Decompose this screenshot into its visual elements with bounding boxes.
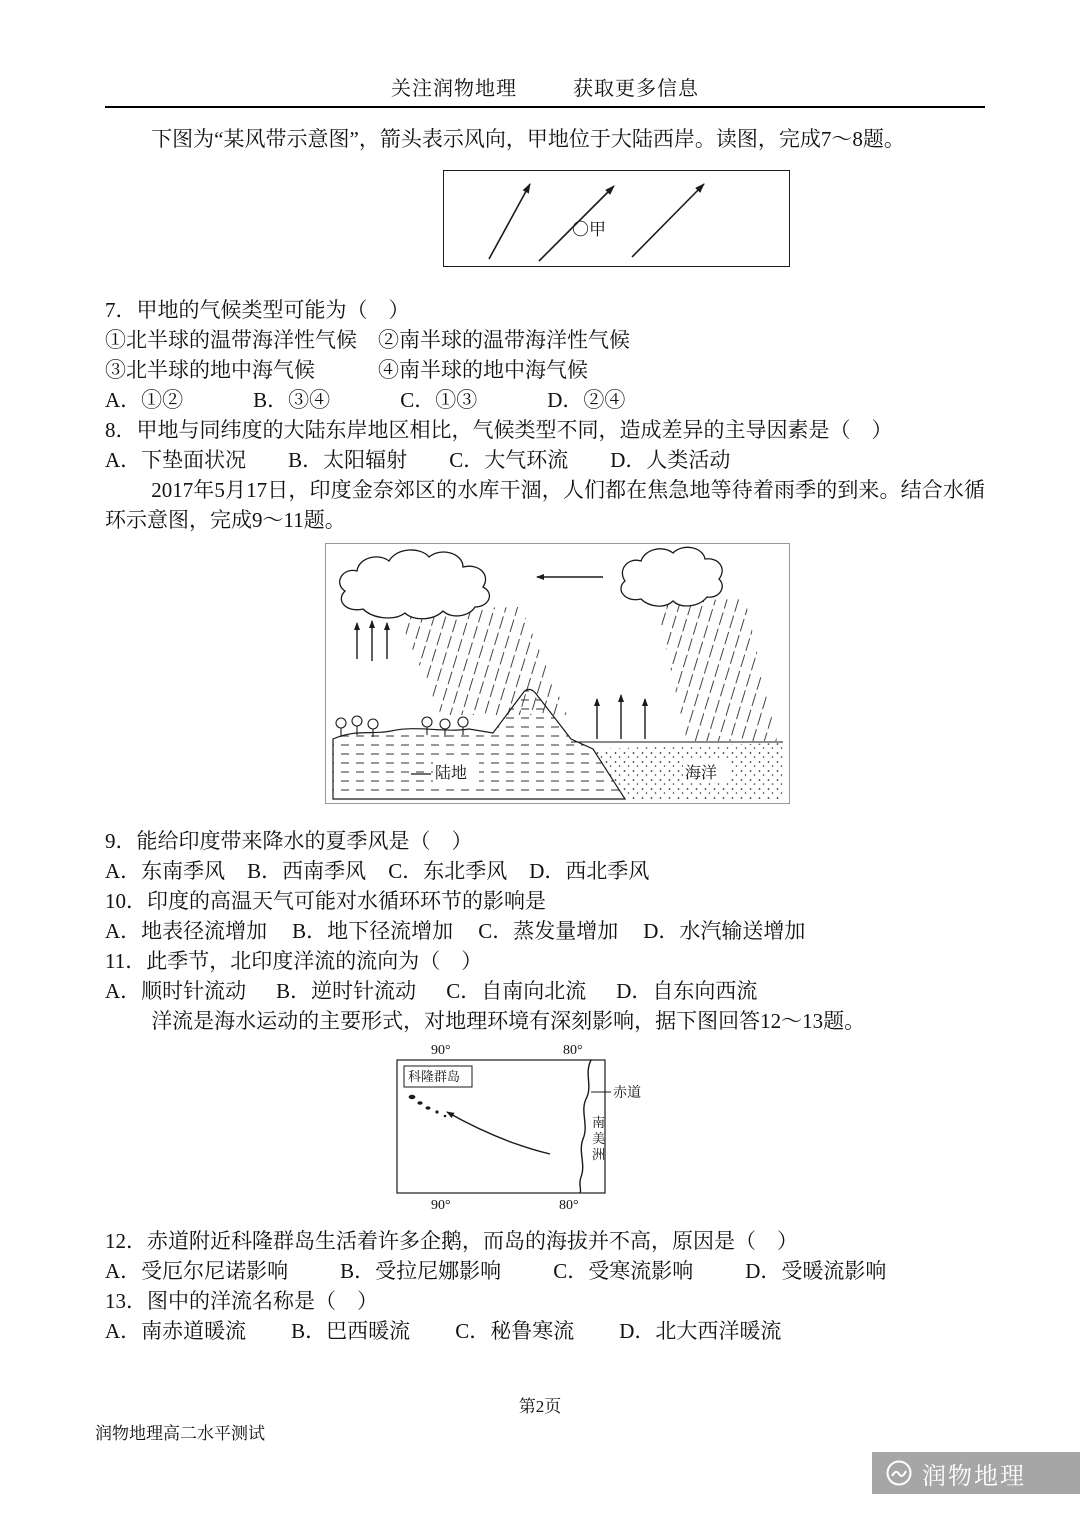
header-rule <box>105 106 985 108</box>
site-jia-label: 〇甲 <box>572 220 606 239</box>
q9-options <box>105 856 985 886</box>
intro-q9-11: 2017年5月17日，印度金奈郊区的水库干涸，人们都在焦急地等待着雨季的到来。结合水循环示意图，完成9～11题。 <box>105 478 985 532</box>
question-11 <box>105 946 985 1006</box>
q11-options <box>105 976 985 1006</box>
q7-choices-3-4: ③北半球的地中海气候 ④南半球的地中海气候 <box>105 358 588 382</box>
wind-arrows-graphic <box>444 171 791 268</box>
question-13 <box>105 1286 985 1346</box>
continent-label <box>592 1115 605 1162</box>
page-header <box>105 0 985 101</box>
q13-option-a: A．南赤道暖流 <box>105 1319 247 1343</box>
svg-text:美: 美 <box>592 1131 606 1146</box>
ocean-evaporation-arrows <box>597 695 645 739</box>
south-america-coastline <box>580 1060 591 1193</box>
q10-option-d: D．水汽输送增加 <box>643 919 806 943</box>
q9-stem: 9．能给印度带来降水的夏季风是（ ） <box>105 829 473 853</box>
q10-option-c: C．蒸发量增加 <box>478 919 619 943</box>
current-arrow <box>447 1112 550 1154</box>
q13-option-b: B．巴西暖流 <box>291 1319 411 1343</box>
q9-option-d: D．西北季风 <box>529 859 650 883</box>
q11-option-d: D．自东向西流 <box>616 979 758 1003</box>
q9-option-b: B．西南季风 <box>247 859 367 883</box>
q12-option-b: B．受拉尼娜影响 <box>340 1259 502 1283</box>
q8-option-d: D．人类活动 <box>610 448 731 472</box>
q7-option-d: D．②④ <box>547 388 626 412</box>
intro-q7-8: 下图为“某风带示意图”，箭头表示风向，甲地位于大陆西岸。读图，完成7～8题。 <box>151 127 905 151</box>
q13-option-d: D．北大西洋暖流 <box>619 1319 782 1343</box>
document-title-footer: 润物地理高二水平测试 <box>95 1424 265 1443</box>
q13-options <box>105 1316 985 1346</box>
ocean-current-map <box>395 1042 660 1212</box>
q11-stem: 11．此季节，北印度洋流的流向为（ ） <box>105 949 483 973</box>
q7-choices-1-2: ①北半球的温带海洋性气候 ②南半球的温带海洋性气候 <box>105 328 630 352</box>
water-cycle-diagram <box>325 543 790 804</box>
rainfall-hatching <box>395 599 777 741</box>
svg-text:南: 南 <box>592 1115 606 1130</box>
wind-belt-diagram <box>443 170 790 267</box>
cloud-right-icon <box>621 547 722 606</box>
svg-text:洲: 洲 <box>592 1147 606 1162</box>
q7-option-a: A．①② <box>105 388 184 412</box>
q8-option-b: B．太阳辐射 <box>288 448 408 472</box>
longitude-top-right: 80° <box>563 1043 583 1058</box>
q10-stem: 10．印度的高温天气可能对水循环环节的影响是 <box>105 889 546 913</box>
q11-option-c: C．自南向北流 <box>446 979 587 1003</box>
q12-option-a: A．受厄尔尼诺影响 <box>105 1259 289 1283</box>
q11-option-b: B．逆时针流动 <box>276 979 417 1003</box>
header-left-text: 关注润物地理 <box>391 78 517 100</box>
q7-stem: 7．甲地的气候类型可能为（ ） <box>105 298 410 322</box>
brand-logo-icon <box>884 1458 914 1488</box>
question-9 <box>105 826 985 886</box>
q12-option-c: C．受寒流影响 <box>553 1259 694 1283</box>
q11-option-a: A．顺时针流动 <box>105 979 247 1003</box>
q7-option-c: C．①③ <box>400 388 478 412</box>
island-dots <box>409 1095 447 1118</box>
q9-option-a: A．东南季风 <box>105 859 226 883</box>
brand-name: 润物地理 <box>922 1462 1026 1490</box>
q7-options <box>105 385 985 415</box>
equator-label: 赤道 <box>613 1086 641 1101</box>
q7-option-b: B．③④ <box>253 388 331 412</box>
q12-option-d: D．受暖流影响 <box>745 1259 887 1283</box>
header-right-text: 获取更多信息 <box>573 78 699 100</box>
land-evaporation-arrows <box>357 621 387 661</box>
ocean-label: 海洋 <box>685 765 718 782</box>
q10-option-b: B．地下径流增加 <box>292 919 454 943</box>
q10-option-a: A．地表径流增加 <box>105 919 268 943</box>
q12-stem: 12．赤道附近科隆群岛生活着许多企鹅，而岛的海拔并不高，原因是（ ） <box>105 1229 798 1253</box>
q9-option-c: C．东北季风 <box>388 859 508 883</box>
question-8 <box>105 415 985 475</box>
land-label: 陆地 <box>435 765 468 782</box>
q8-option-c: C．大气环流 <box>449 448 569 472</box>
islands-label: 科隆群岛 <box>408 1069 461 1084</box>
cloud-left-icon <box>340 550 490 619</box>
q8-option-a: A．下垫面状况 <box>105 448 247 472</box>
brand-watermark <box>872 1452 1080 1494</box>
question-12 <box>105 1226 985 1286</box>
intro-q12-13: 洋流是海水运动的主要形式，对地理环境有深刻影响，据下图回答12～13题。 <box>151 1009 866 1033</box>
q8-options <box>105 445 985 475</box>
q13-option-c: C．秘鲁寒流 <box>455 1319 575 1343</box>
ocean-label-group <box>683 761 729 782</box>
q12-options <box>105 1256 985 1286</box>
page-number: 第2页 <box>518 1397 562 1416</box>
longitude-bottom-right: 80° <box>559 1198 579 1212</box>
q13-stem: 13．图中的洋流名称是（ ） <box>105 1289 378 1313</box>
q8-stem: 8．甲地与同纬度的大陆东岸地区相比，气候类型不同，造成差异的主导因素是（ ） <box>105 418 893 442</box>
ocean-current-map-graphic <box>395 1042 660 1212</box>
q10-options <box>105 916 985 946</box>
question-7 <box>105 295 985 415</box>
longitude-top-left: 90° <box>431 1043 451 1058</box>
water-cycle-graphic <box>325 543 790 804</box>
longitude-bottom-left: 90° <box>431 1198 451 1212</box>
question-10 <box>105 886 985 946</box>
